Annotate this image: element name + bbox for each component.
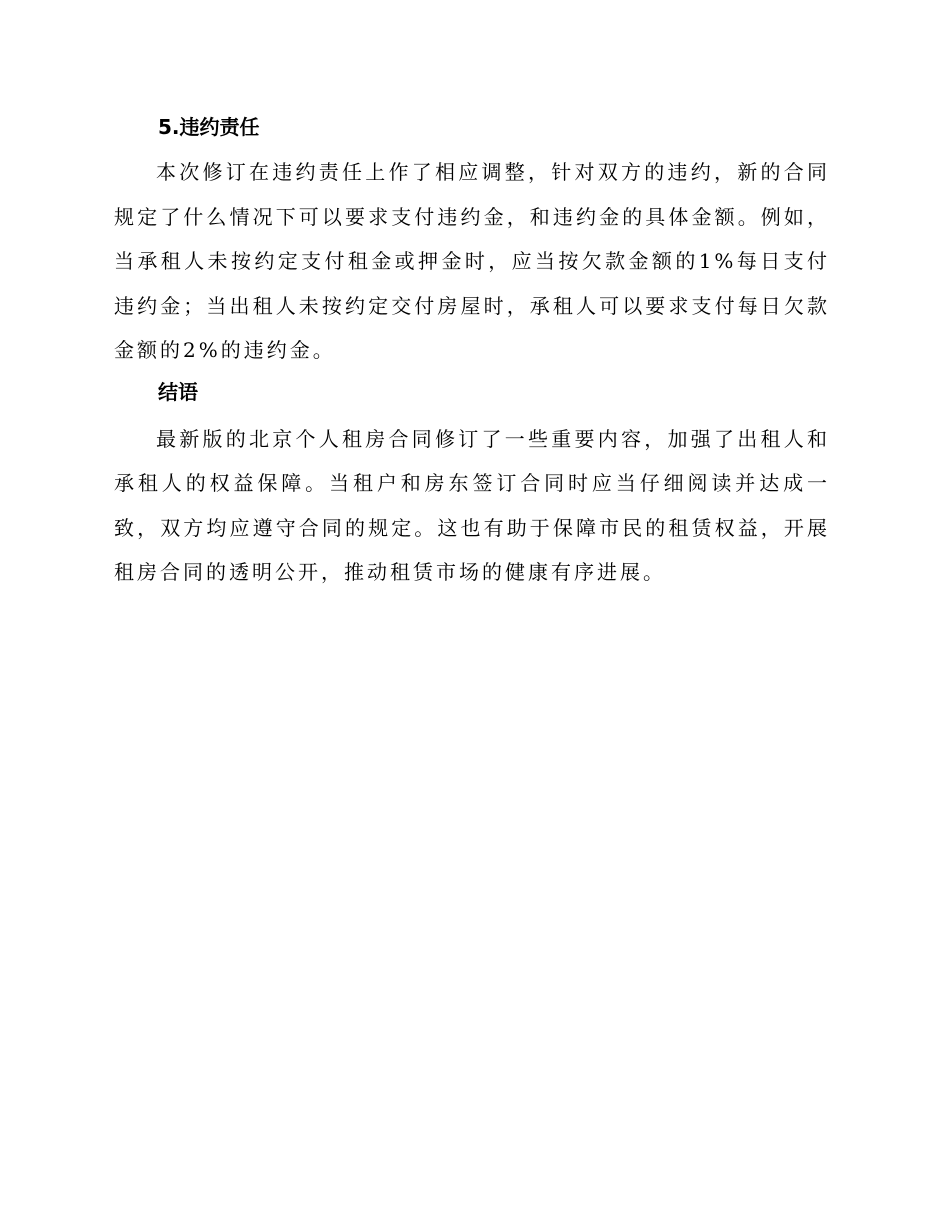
document-body <box>114 110 830 595</box>
section-paragraph-breach-liability: 本次修订在违约责任上作了相应调整，针对双方的违约，新的合同规定了什么情况下可以要求支付违约金，和违约金的具体金额。例如，当承租人未按约定支付租金或押金时，应当按欠款金额的1%每日支付违约金；当出租人未按约定交付房屋时，承租人可以要求支付每日欠款金额的2%的违约金。 <box>114 160 830 362</box>
section-paragraph-conclusion: 最新版的北京个人租房合同修订了一些重要内容，加强了出租人和承租人的权益保障。当租户和房东签订合同时应当仔细阅读并达成一致，双方均应遵守合同的规定。这也有助于保障市民的租赁权益，开展租房合同的透明公开，推动租赁市场的健康有序进展。 <box>114 426 830 584</box>
section-heading-conclusion: 结语 <box>158 379 198 404</box>
section-heading-breach-liability: 5.违约责任 <box>158 115 260 139</box>
